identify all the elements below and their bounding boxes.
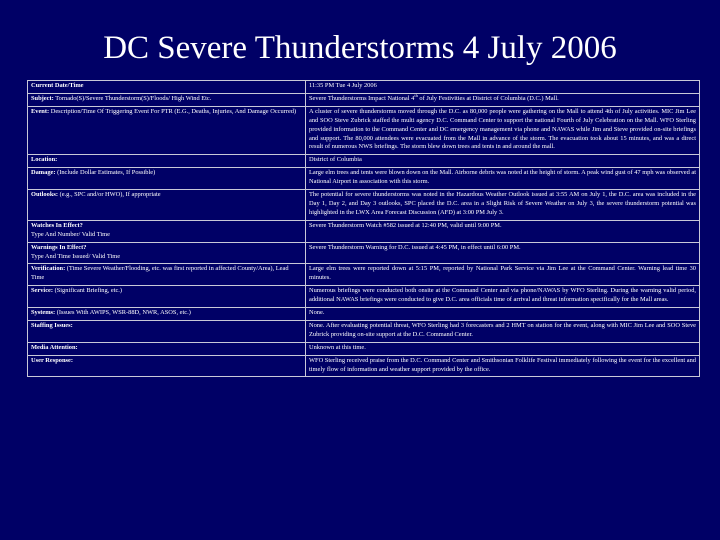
table-row (28, 264, 700, 286)
table-row (28, 308, 700, 321)
row-value-cell: A cluster of severe thunderstorms moved through the D.C. as 80,000 people were gathering on the Mall to attend 4th of July activities. MIC Jim Lee and SOO Steve Zubrick staffed the multi agency D.C. Command Center to support the national Fourth of July Celebration on the Mall. WFO Sterling provided information to the Command Center and DC emergency management via phone and NAWAS while Jim and Steve provided on-site briefings and support. The 80,000 attendees were evacuated from the Mall in advance of the storm. The evacuation took about 15 minutes, and was a direct result of numerous NWS briefings. The storm blew down trees and tents in and around the mall. (306, 106, 700, 155)
row-label: Staffing Issues: (31, 321, 73, 329)
row-label-cell (28, 220, 306, 242)
row-value-cell (306, 93, 700, 106)
row-label: Service: (31, 287, 53, 295)
event-report-table (27, 80, 700, 377)
row-value-cell: Large elm trees were reported down at 5:15 PM, reported by National Park Service via Jim Lee at the Command Center. Warning lead time 30 minutes. (306, 264, 700, 286)
row-label-cell (28, 155, 306, 168)
row-value-cell: Severe Thunderstorm Watch #582 issued at 12:40 PM, valid until 9:00 PM. (306, 220, 700, 242)
row-label-cell (28, 342, 306, 355)
row-label: Event: (31, 107, 50, 115)
table-row (28, 93, 700, 106)
row-label: Damage: (31, 169, 56, 177)
row-label: Outlooks: (31, 191, 58, 199)
table-row (28, 190, 700, 221)
row-label-detail: (Include Dollar Estimates, If Possible) (55, 169, 156, 177)
row-label-cell (28, 106, 306, 155)
row-label: Warnings In Effect? (31, 243, 87, 251)
row-value-cell: Unknown at this time. (306, 342, 700, 355)
row-label-cell (28, 81, 306, 94)
row-label-cell (28, 190, 306, 221)
row-label-cell (28, 308, 306, 321)
row-label-detail: Tornado(S)/Severe Thunderstorm(S)/Floods/ High Wind Etc. (53, 94, 212, 102)
row-label-cell (28, 93, 306, 106)
row-label-detail: (Significant Briefing, etc.) (53, 287, 123, 295)
row-label: Subject: (31, 94, 54, 102)
row-value-cell: WFO Sterling received praise from the D.C. Command Center and Smithsonian Folklife Festival immediately following the event for the excellent and timely flow of information and weather support provided by the office. (306, 355, 700, 377)
row-label-cell (28, 286, 306, 308)
row-label-detail: (e.g., SPC and/or HWO), If appropriate (58, 191, 161, 199)
row-label-cell (28, 264, 306, 286)
row-label: Verification: (31, 265, 66, 273)
row-label: Media Attention: (31, 343, 78, 351)
table-row (28, 342, 700, 355)
row-value-cell: None. (306, 308, 700, 321)
row-value-cell: District of Columbia (306, 155, 700, 168)
row-value-cell: The potential for severe thunderstorms was noted in the Hazardous Weather Outlook issued at 3:55 AM on July 1, the D.C. area was included in the Day 1, Day 2, and Day 3 outlooks, SPC placed the D.C. area in a Slight Risk of Severe Weather on July 3, the severe thunderstorm potential was highlighted in the LWX Area Forecast Discussion (AFD) at 3:00 PM July 3. (306, 190, 700, 221)
row-label-cell (28, 355, 306, 377)
row-value-text: of July Festivities at District of Columbia (D.C.) Mall. (417, 94, 559, 102)
row-value-cell: None. After evaluating potential threat, WFO Sterling had 3 forecasters and 2 HMT on station for the event, along with MIC Jim Lee and SOO Steve Zubrick providing on-site support at the D.C. Command Center. (306, 320, 700, 342)
table-row (28, 220, 700, 242)
slide-title: DC Severe Thunderstorms 4 July 2006 (103, 30, 617, 66)
table-row (28, 106, 700, 155)
row-label: Current Date/Time (31, 82, 84, 89)
table-row (28, 168, 700, 190)
table-row (28, 286, 700, 308)
row-label-cell (28, 168, 306, 190)
table-row (28, 81, 700, 94)
row-value-cell: 11:35 PM Tue 4 July 2006 (306, 81, 700, 94)
row-value-text: Severe Thunderstorms Impact National 4 (309, 94, 415, 102)
row-label-detail: (Time Severe Weather/Flooding, etc. was first reported in affected County/Area), Lead Time (31, 265, 289, 282)
row-label-detail: Type And Time Issued/ Valid Time (31, 252, 121, 260)
table-row (28, 355, 700, 377)
row-label-cell (28, 242, 306, 264)
row-value-cell: Large elm trees and tents were blown down on the Mall. Airborne debris was noted at the height of storm. A peak wind gust of 47 mph was observed at National Airport in association with this storm. (306, 168, 700, 190)
row-label: Location: (31, 156, 58, 164)
table-row (28, 320, 700, 342)
row-value-cell: Numerous briefings were conducted both onsite at the Command Center and via phone/NAWAS by WFO Sterling. During the warning valid period, additional NAWAS briefings were conducted to give D.C. area officials time of arrival and threat information specifically for the Mall areas. (306, 286, 700, 308)
row-label: User Response: (31, 356, 73, 364)
ordinal-suffix: th (414, 92, 418, 98)
row-label-detail: Description/Time Of Triggering Event For PTR (E.G., Deaths, Injuries, And Damage Occurred) (49, 107, 297, 115)
row-label: Systems: (31, 309, 56, 317)
table-row (28, 155, 700, 168)
row-label: Watches In Effect? (31, 221, 83, 229)
table-row (28, 242, 700, 264)
row-label-detail: (Issues With AWIPS, WSR-88D, NWR, ASOS, etc.) (55, 309, 191, 317)
row-label-detail: Type And Number/ Valid Time (31, 230, 110, 238)
row-label-cell (28, 320, 306, 342)
row-value-cell: Severe Thunderstorm Warning for D.C. issued at 4:45 PM, in effect until 6:00 PM. (306, 242, 700, 264)
